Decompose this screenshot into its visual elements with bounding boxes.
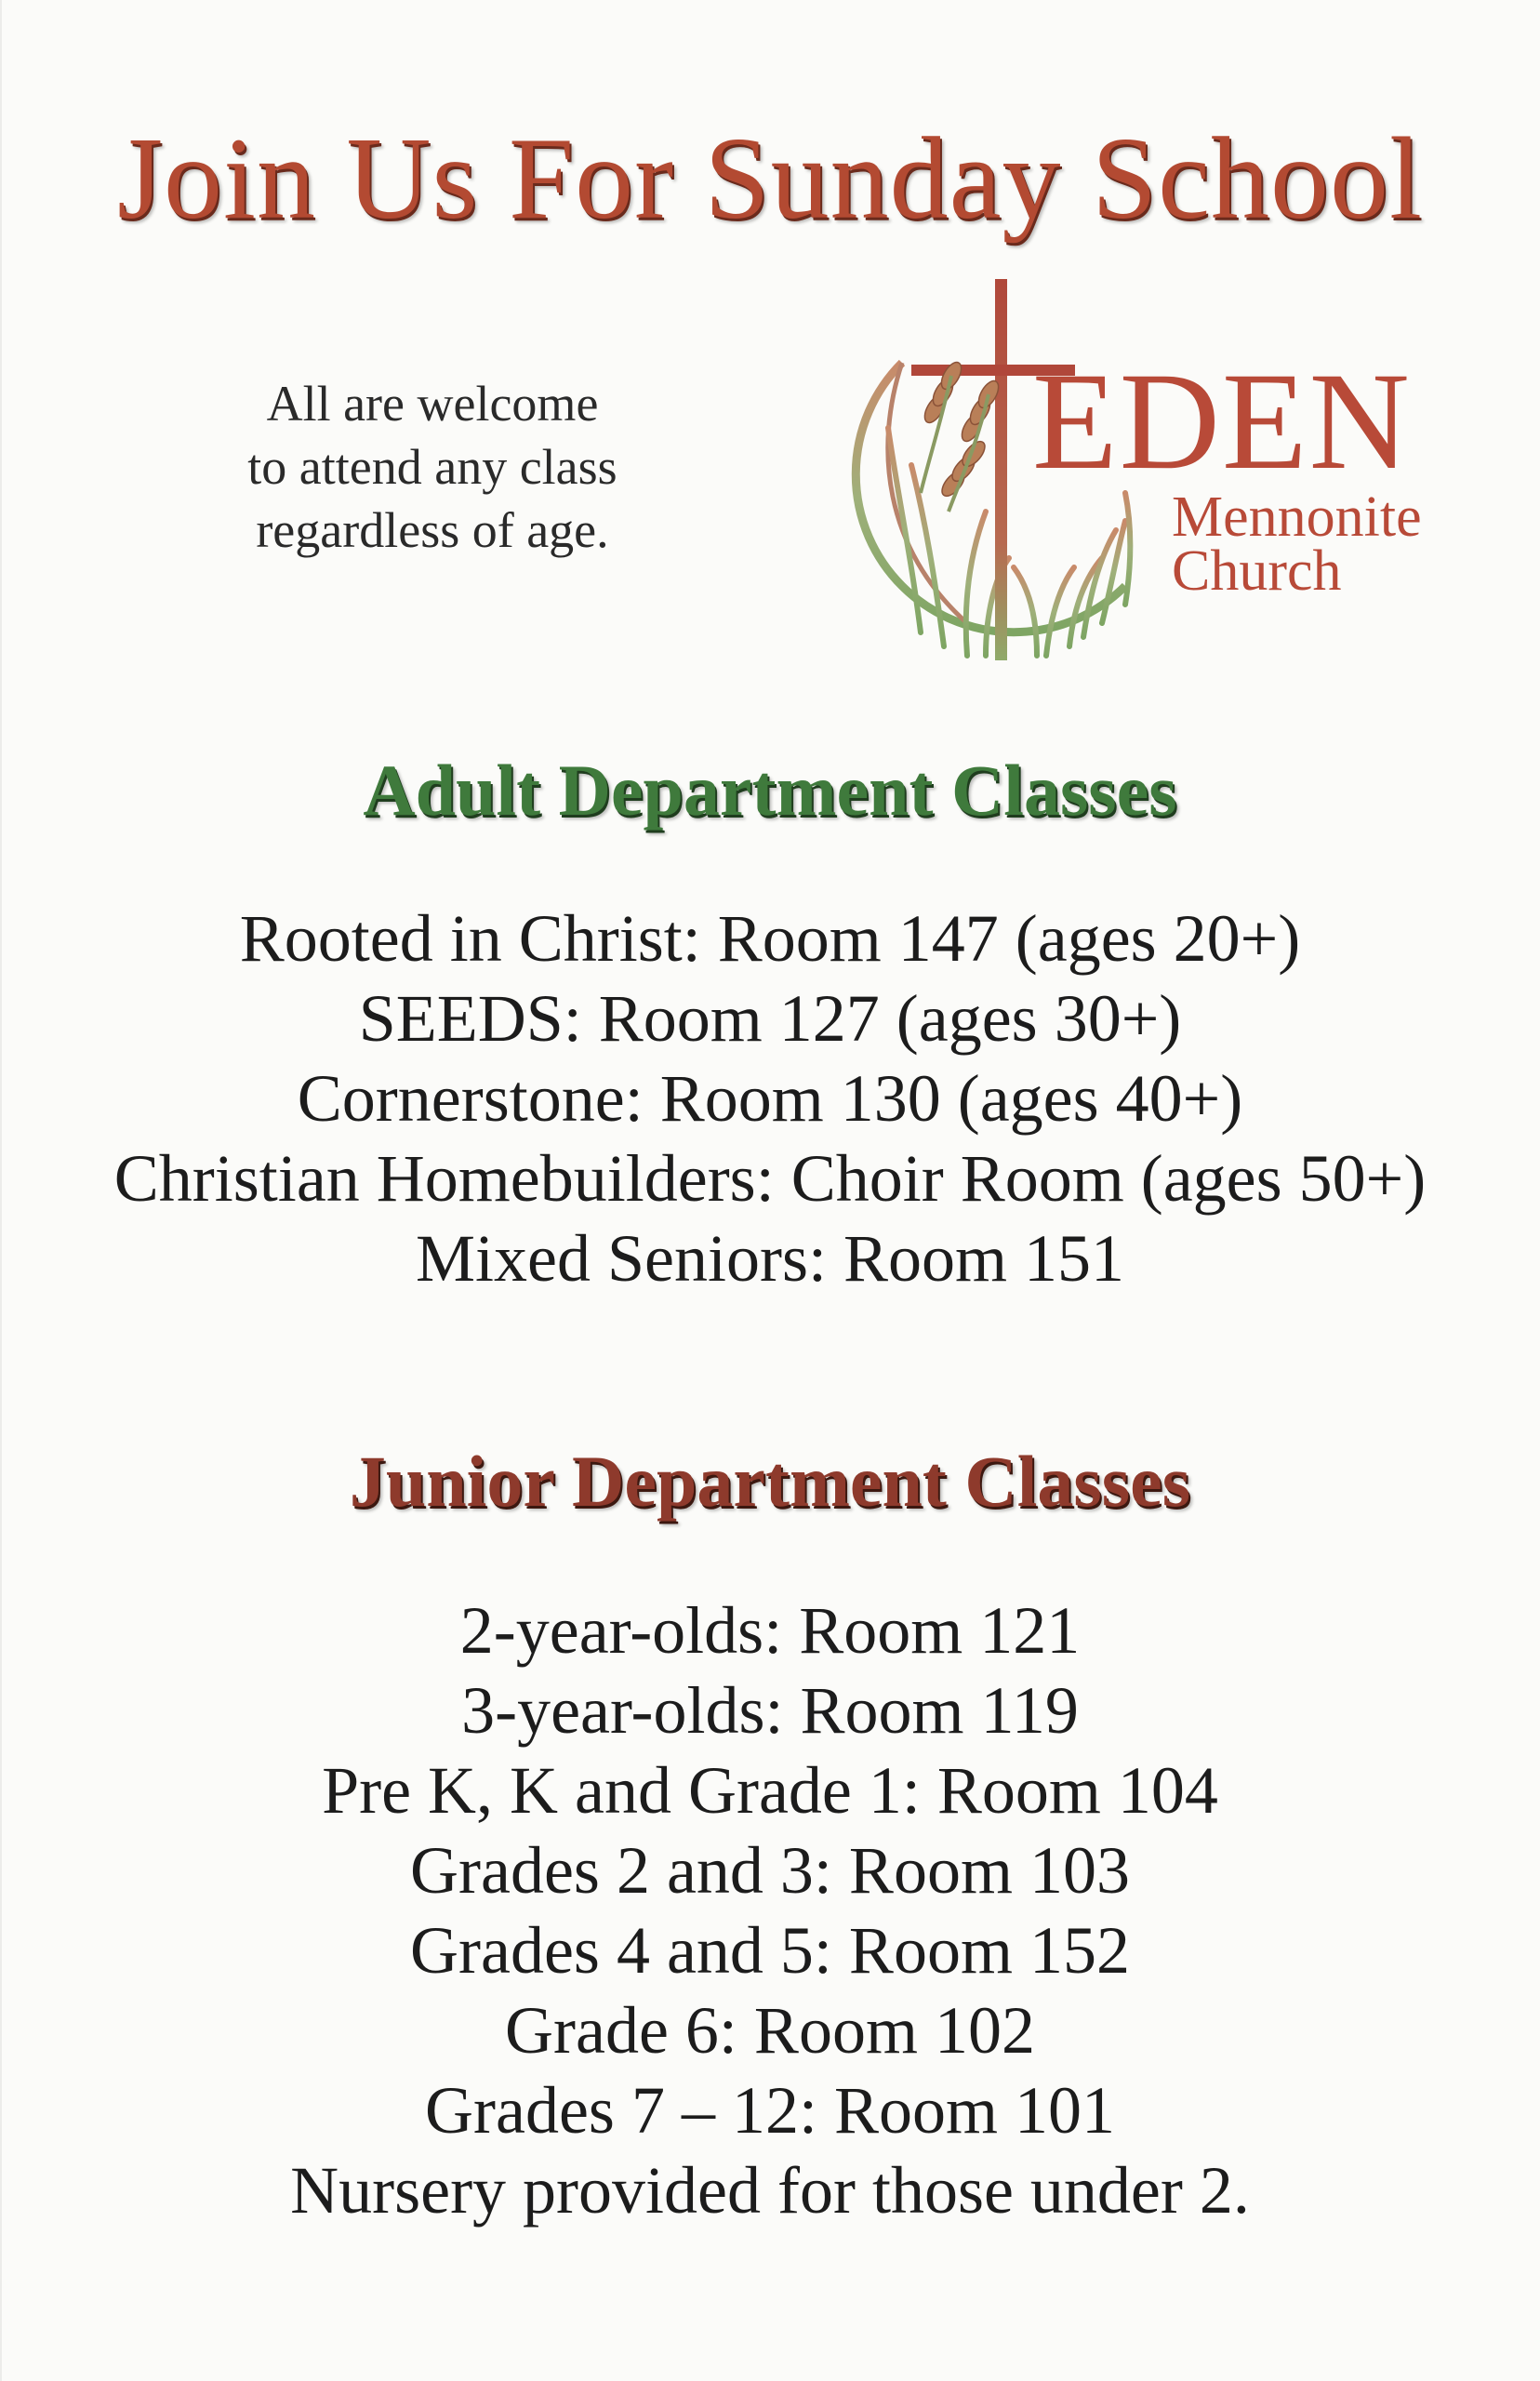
adult-department-heading: Adult Department Classes [363, 750, 1177, 831]
class-item: 2-year-olds: Room 121 [459, 1593, 1081, 1668]
welcome-line: regardless of age. [256, 502, 609, 558]
class-item: Grades 7 – 12: Room 101 [425, 2073, 1115, 2148]
church-logo [846, 279, 1497, 670]
class-item: Rooted in Christ: Room 147 (ages 20+) [239, 901, 1301, 976]
class-item: Pre K, K and Grade 1: Room 104 [322, 1753, 1218, 1828]
welcome-line: All are welcome [266, 376, 599, 432]
junior-department-heading: Junior Department Classes [349, 1441, 1191, 1522]
welcome-message [195, 372, 670, 562]
class-item: Grades 4 and 5: Room 152 [410, 1913, 1130, 1988]
adult-class-list [0, 898, 1540, 1298]
logo-subtitle: Mennonite [1172, 486, 1422, 549]
class-item: Grades 2 and 3: Room 103 [410, 1833, 1130, 1908]
class-item: Cornerstone: Room 130 (ages 40+) [297, 1061, 1243, 1136]
junior-class-list [0, 1590, 1540, 2230]
class-item: 3-year-olds: Room 119 [461, 1673, 1079, 1748]
class-item: SEEDS: Room 127 (ages 30+) [358, 981, 1182, 1056]
logo-subtitle: Church [1172, 539, 1342, 603]
class-item: Christian Homebuilders: Choir Room (ages 50+) [113, 1141, 1427, 1216]
welcome-line: to attend any class [247, 439, 617, 495]
page-title: Join Us For Sunday School [116, 114, 1424, 244]
class-item: Grade 6: Room 102 [505, 1993, 1035, 2068]
logo-name: EDEN [1032, 344, 1412, 499]
nursery-note: Nursery provided for those under 2. [290, 2153, 1250, 2228]
class-item: Mixed Seniors: Room 151 [415, 1221, 1124, 1296]
